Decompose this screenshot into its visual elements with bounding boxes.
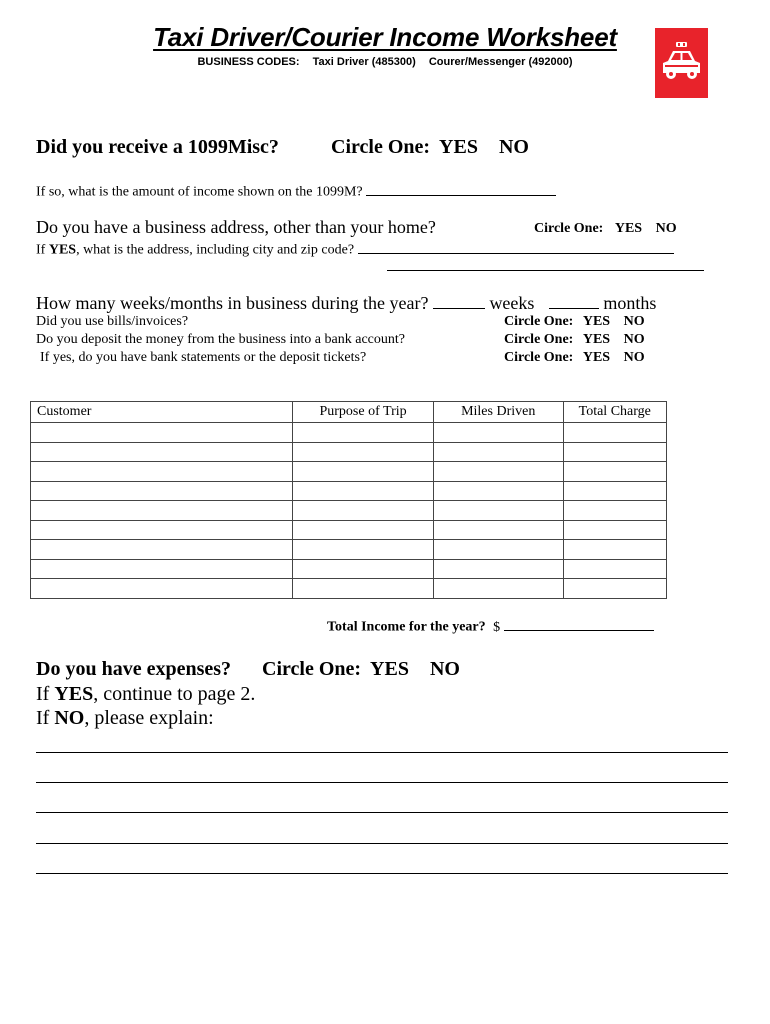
trips-table	[30, 401, 667, 599]
total-income-row	[327, 617, 654, 636]
table-row	[31, 462, 667, 482]
address-question: Do you have a business address, other than your home?	[36, 217, 436, 237]
amount-blank[interactable]	[366, 182, 556, 196]
total-charge-cell[interactable]	[563, 579, 667, 599]
continue-text: , continue to page 2.	[93, 683, 256, 705]
bills-question: Did you use bills/invoices?	[36, 314, 189, 329]
miles-cell[interactable]	[433, 423, 563, 443]
purpose-cell[interactable]	[293, 540, 434, 560]
miles-cell[interactable]	[433, 520, 563, 540]
q-1099-question: Did you receive a 1099Misc?	[36, 136, 279, 158]
column-header-purpose: Purpose of Trip	[293, 402, 434, 423]
explanation-line-3[interactable]	[36, 812, 728, 813]
address-prompt: , what is the address, including city and zip code?	[76, 242, 355, 258]
purpose-cell[interactable]	[293, 481, 434, 501]
no-option[interactable]: NO	[623, 332, 645, 347]
yes-option[interactable]: YES	[614, 221, 643, 236]
if-text: If	[36, 683, 50, 705]
total-charge-cell[interactable]	[563, 423, 667, 443]
q-1099-circle-one	[331, 136, 529, 159]
purpose-cell[interactable]	[293, 423, 434, 443]
amount-prompt: If so, what is the amount of income shown on the 1099M?	[36, 184, 363, 200]
no-option[interactable]: NO	[429, 658, 460, 680]
miles-cell[interactable]	[433, 501, 563, 521]
trips-table-body	[31, 423, 667, 599]
taxi-icon	[655, 28, 708, 98]
statements-circle-one	[504, 350, 645, 366]
bills-circle-one	[504, 314, 645, 330]
expenses-circle-one	[262, 658, 460, 681]
q-1099-amount-row	[36, 182, 556, 201]
deposit-question: Do you deposit the money from the business into a bank account?	[36, 332, 405, 347]
deposit-circle-one	[504, 332, 645, 348]
if-text: If	[36, 707, 50, 729]
if-text: If	[36, 242, 46, 258]
total-charge-cell[interactable]	[563, 442, 667, 462]
explanation-line-4[interactable]	[36, 843, 728, 844]
purpose-cell[interactable]	[293, 559, 434, 579]
total-income-label: Total Income for the year?	[327, 619, 486, 635]
miles-cell[interactable]	[433, 462, 563, 482]
total-charge-cell[interactable]	[563, 559, 667, 579]
expenses-if-no	[36, 707, 214, 730]
no-option[interactable]: NO	[623, 314, 645, 329]
table-row	[31, 540, 667, 560]
yes-option[interactable]: YES	[582, 314, 611, 329]
circle-one-label: Circle One:	[331, 136, 431, 158]
purpose-cell[interactable]	[293, 501, 434, 521]
table-row	[31, 579, 667, 599]
total-charge-cell[interactable]	[563, 481, 667, 501]
yes-option[interactable]: YES	[582, 350, 611, 365]
customer-cell[interactable]	[31, 462, 293, 482]
duration-row	[36, 292, 656, 314]
miles-cell[interactable]	[433, 579, 563, 599]
circle-one-label: Circle One:	[504, 314, 574, 329]
taxi-logo	[655, 28, 708, 98]
currency-symbol: $	[493, 619, 501, 635]
customer-cell[interactable]	[31, 501, 293, 521]
explain-text: , please explain:	[84, 707, 214, 729]
customer-cell[interactable]	[31, 559, 293, 579]
table-row	[31, 423, 667, 443]
code-courier: Courer/Messenger (492000)	[428, 56, 573, 68]
yes-option[interactable]: YES	[439, 136, 478, 158]
address-circle-one	[534, 221, 677, 237]
yes-option[interactable]: YES	[370, 658, 409, 680]
no-option[interactable]: NO	[655, 221, 677, 236]
expenses-if-yes	[36, 683, 255, 706]
table-row	[31, 520, 667, 540]
page-title: Taxi Driver/Courier Income Worksheet	[153, 22, 617, 52]
code-taxi-driver: Taxi Driver (485300)	[312, 56, 416, 68]
purpose-cell[interactable]	[293, 442, 434, 462]
total-charge-cell[interactable]	[563, 462, 667, 482]
purpose-cell[interactable]	[293, 579, 434, 599]
customer-cell[interactable]	[31, 540, 293, 560]
customer-cell[interactable]	[31, 481, 293, 501]
if-yes-text: YES	[54, 683, 94, 705]
customer-cell[interactable]	[31, 520, 293, 540]
address-blank-1[interactable]	[358, 240, 674, 254]
miles-cell[interactable]	[433, 540, 563, 560]
explanation-line-2[interactable]	[36, 782, 728, 783]
customer-cell[interactable]	[31, 442, 293, 462]
weeks-label: weeks	[489, 293, 535, 314]
address-blank-2[interactable]	[387, 270, 704, 271]
circle-one-label: Circle One:	[504, 350, 574, 365]
expenses-question: Do you have expenses?	[36, 658, 232, 680]
explanation-line-5[interactable]	[36, 873, 728, 874]
customer-cell[interactable]	[31, 579, 293, 599]
no-option[interactable]: NO	[623, 350, 645, 365]
miles-cell[interactable]	[433, 442, 563, 462]
miles-cell[interactable]	[433, 481, 563, 501]
if-yes-text: YES	[48, 242, 77, 258]
customer-cell[interactable]	[31, 423, 293, 443]
total-charge-cell[interactable]	[563, 501, 667, 521]
miles-cell[interactable]	[433, 559, 563, 579]
no-option[interactable]: NO	[498, 136, 529, 158]
total-income-blank[interactable]	[504, 617, 654, 631]
address-prompt-row	[36, 240, 674, 259]
weeks-blank[interactable]	[433, 292, 485, 309]
yes-option[interactable]: YES	[582, 332, 611, 347]
total-charge-cell[interactable]	[563, 540, 667, 560]
table-header-row	[31, 402, 667, 423]
circle-one-label: Circle One:	[262, 658, 362, 680]
explanation-line-1[interactable]	[36, 752, 728, 753]
duration-question: How many weeks/months in business during the year?	[36, 293, 429, 314]
months-label: months	[603, 293, 657, 314]
table-row	[31, 501, 667, 521]
circle-one-label: Circle One:	[534, 221, 604, 236]
business-codes-label: BUSINESS CODES:	[197, 56, 300, 68]
purpose-cell[interactable]	[293, 520, 434, 540]
table-row	[31, 481, 667, 501]
column-header-total-charge: Total Charge	[563, 402, 667, 423]
purpose-cell[interactable]	[293, 462, 434, 482]
circle-one-label: Circle One:	[504, 332, 574, 347]
if-no-text: NO	[54, 707, 85, 729]
column-header-customer: Customer	[31, 402, 293, 423]
months-blank[interactable]	[549, 292, 599, 309]
table-row	[31, 559, 667, 579]
statements-question: If yes, do you have bank statements or the deposit tickets?	[40, 350, 367, 365]
table-row	[31, 442, 667, 462]
column-header-miles: Miles Driven	[433, 402, 563, 423]
total-charge-cell[interactable]	[563, 520, 667, 540]
